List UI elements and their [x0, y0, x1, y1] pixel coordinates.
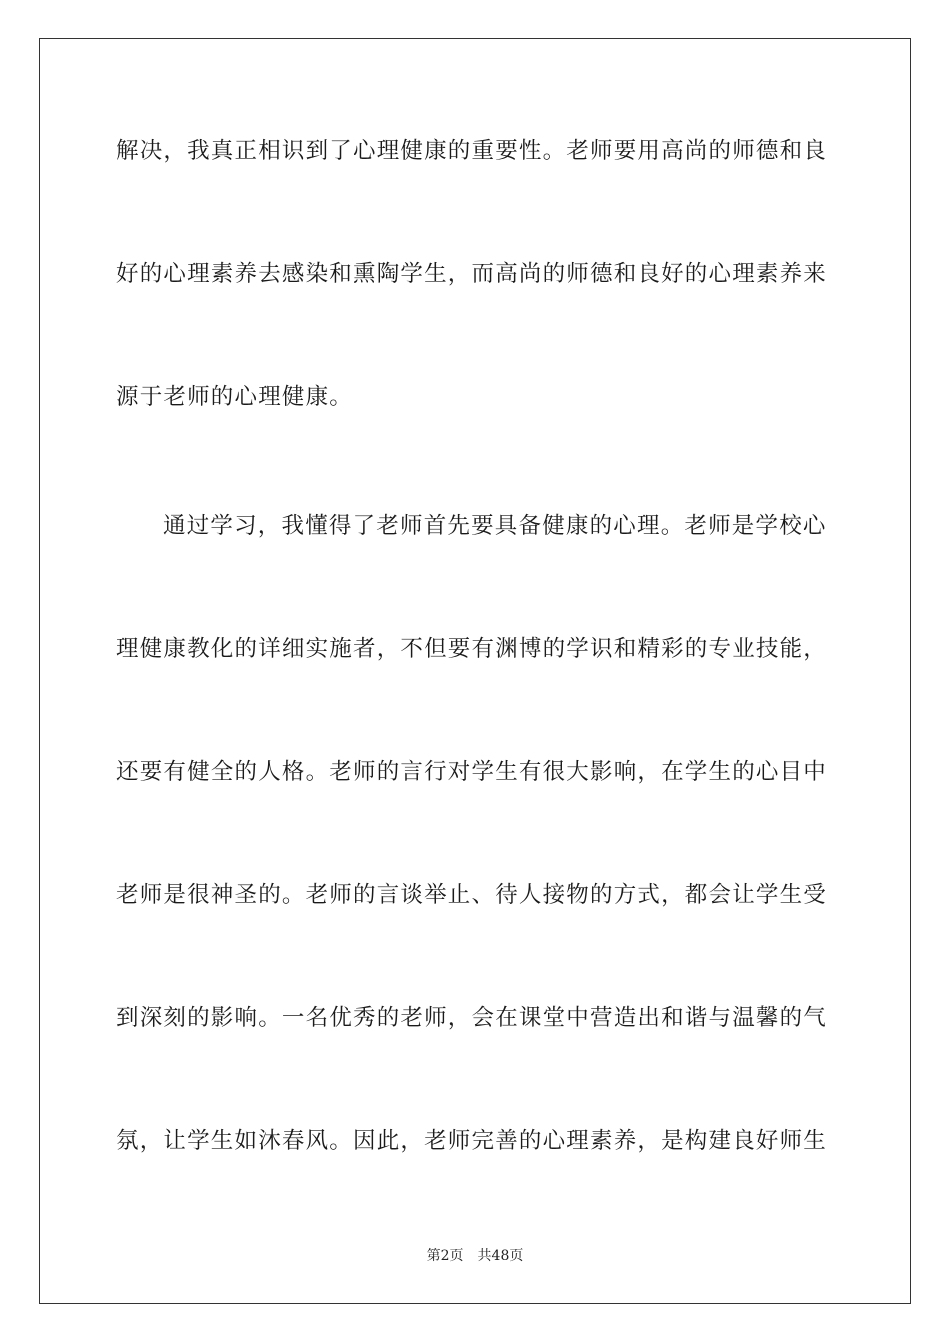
paragraph-line: 好的心理素养去感染和熏陶学生，而高尚的师德和良好的心理素养来	[116, 261, 828, 287]
paragraph-line: 氛，让学生如沐春风。因此，老师完善的心理素养，是构建良好师生	[116, 1128, 828, 1154]
page-frame	[39, 38, 911, 1304]
paragraph-line: 源于老师的心理健康。	[116, 384, 354, 410]
paragraph-line: 老师是很神圣的。老师的言谈举止、待人接物的方式，都会让学生受	[116, 882, 828, 908]
paragraph-line: 理健康教化的详细实施者，不但要有渊博的学识和精彩的专业技能，	[116, 636, 828, 662]
paragraph-line: 解决，我真正相识到了心理健康的重要性。老师要用高尚的师德和良	[116, 138, 828, 164]
page-number: 第2页	[426, 1248, 464, 1264]
paragraph-line: 到深刻的影响。一名优秀的老师，会在课堂中营造出和谐与温馨的气	[116, 1005, 828, 1031]
paragraph-line: 还要有健全的人格。老师的言行对学生有很大影响，在学生的心目中	[116, 759, 828, 785]
page-footer	[0, 1247, 950, 1265]
paragraph-line: 通过学习，我懂得了老师首先要具备健康的心理。老师是学校心	[163, 513, 827, 539]
total-pages: 共48页	[477, 1248, 524, 1264]
